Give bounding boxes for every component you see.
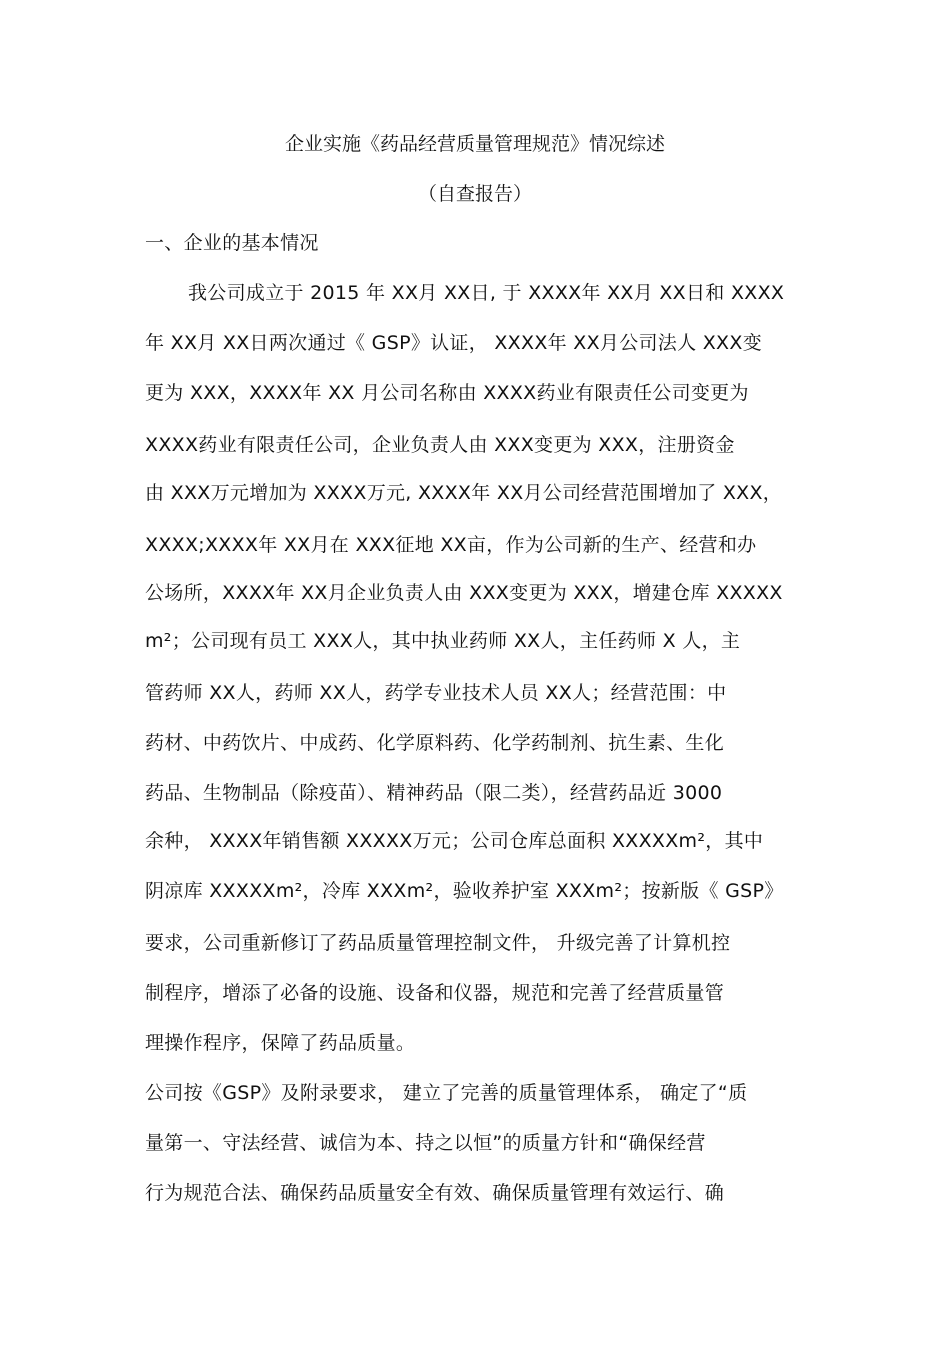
paragraph-line: 管药师 XX人，药师 XX人，药学专业技术人员 XX人；经营范围：中 xyxy=(145,682,727,704)
paragraph-line: XXXX;XXXX年 XX月在 XXX征地 XX亩，作为公司新的生产、经营和办 xyxy=(145,534,757,556)
section-heading: 一、企业的基本情况 xyxy=(145,232,319,254)
paragraph-line: 余种， XXXX年销售额 XXXXX万元；公司仓库总面积 XXXXXm²，其中 xyxy=(145,830,764,852)
paragraph-line: 我公司成立于 2015 年 XX月 XX日, 于 XXXX年 XX月 XX日和 XXXX xyxy=(188,282,785,304)
paragraph-line: 阴凉库 XXXXXm²，冷库 XXXm²，验收养护室 XXXm²；按新版《 GSP》 xyxy=(145,880,784,902)
document-title: 企业实施《药品经营质量管理规范》情况综述 xyxy=(284,133,665,155)
paragraph-line: XXXX药业有限责任公司，企业负责人由 XXX变更为 XXX，注册资金 xyxy=(145,434,735,456)
paragraph-line: 要求，公司重新修订了药品质量管理控制文件， 升级完善了计算机控 xyxy=(145,932,731,954)
paragraph-line: 更为 XXX，XXXX年 XX 月公司名称由 XXXX药业有限责任公司变更为 xyxy=(145,382,749,404)
paragraph-line: 年 XX月 XX日两次通过《 GSP》认证， XXXX年 XX月公司法人 XXX变 xyxy=(145,332,762,354)
paragraph-line: 理操作程序，保障了药品质量。 xyxy=(145,1032,416,1054)
paragraph-line: 行为规范合法、确保药品质量安全有效、确保质量管理有效运行、确 xyxy=(145,1182,725,1204)
paragraph-line: 由 XXX万元增加为 XXXX万元, XXXX年 XX月公司经营范围增加了 XXX， xyxy=(145,482,783,504)
paragraph-line: m²；公司现有员工 XXX人，其中执业药师 XX人，主任药师 X 人，主 xyxy=(145,630,741,652)
paragraph-line: 公司按《GSP》及附录要求， 建立了完善的质量管理体系， 确定了“质 xyxy=(145,1082,748,1104)
paragraph-line: 量第一、守法经营、诚信为本、持之以恒”的质量方针和“确保经营 xyxy=(145,1132,706,1154)
paragraph-line: 制程序，增添了必备的设施、设备和仪器，规范和完善了经营质量管 xyxy=(145,982,725,1004)
paragraph-line: 药材、中药饮片、中成药、化学原料药、化学药制剂、抗生素、生化 xyxy=(145,732,725,754)
document-subtitle: （自查报告） xyxy=(417,183,532,205)
paragraph-line: 药品、生物制品（除疫苗）、精神药品（限二类），经营药品近 3000 xyxy=(145,782,723,804)
paragraph-line: 公场所，XXXX年 XX月企业负责人由 XXX变更为 XXX，增建仓库 XXXXX xyxy=(145,582,783,604)
